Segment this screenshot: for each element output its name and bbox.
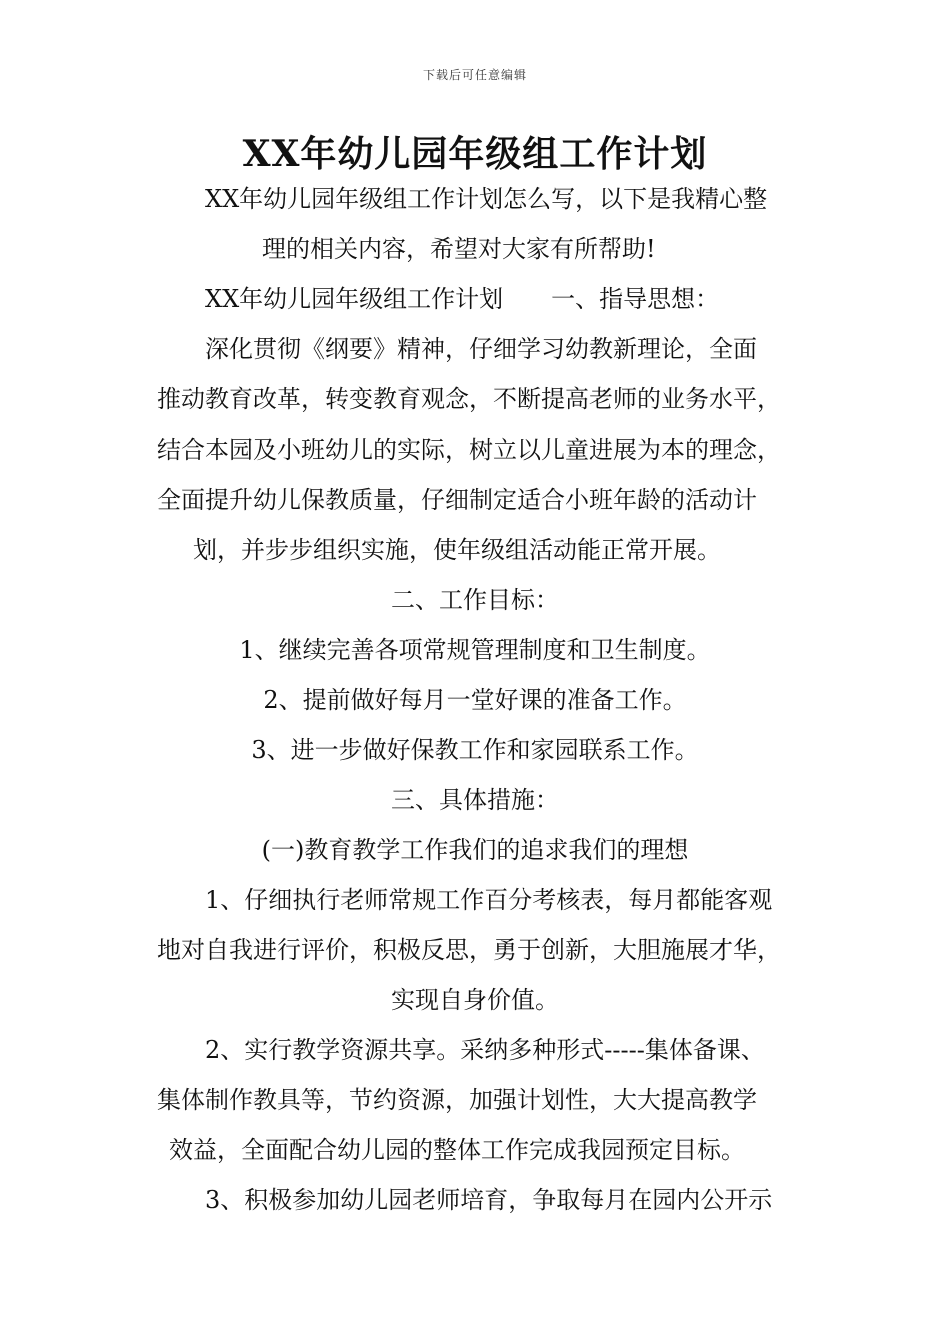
paragraph-line: 推动教育改革，转变教育观念，不断提高老师的业务水平， (157, 385, 781, 413)
paragraph-line: 1、仔细执行老师常规工作百分考核表，每月都能客观 (205, 886, 773, 914)
subsection-heading: (一)教育教学工作我们的追求我们的理想 (261, 836, 689, 864)
paragraph-line: XX年幼儿园年级组工作计划 一、指导思想： (205, 285, 720, 313)
paragraph-line: 结合本园及小班幼儿的实际，树立以儿童进展为本的理念， (157, 436, 781, 464)
list-item: 2、提前做好每月一堂好课的准备工作。 (263, 686, 687, 714)
paragraph-line: 深化贯彻《纲要》精神，仔细学习幼教新理论，全面 (205, 335, 757, 363)
list-item: 1、继续完善各项常规管理制度和卫生制度。 (239, 636, 711, 664)
paragraph-line: 3、积极参加幼儿园老师培育，争取每月在园内公开示 (205, 1186, 773, 1214)
paragraph-line: 实现自身价值。 (391, 986, 559, 1014)
paragraph-line: 划，并步步组织实施，使年级组活动能正常开展。 (193, 536, 721, 564)
paragraph-line: 理的相关内容，希望对大家有所帮助! (262, 235, 656, 263)
paragraph-line: 效益，全面配合幼儿园的整体工作完成我园预定目标。 (169, 1136, 745, 1164)
paragraph-line: 全面提升幼儿保教质量，仔细制定适合小班年龄的活动计 (157, 486, 757, 514)
paragraph-line: 2、实行教学资源共享。采纳多种形式-----集体备课、 (205, 1036, 765, 1064)
paragraph-line: XX年幼儿园年级组工作计划怎么写，以下是我精心整 (205, 185, 768, 213)
list-item: 3、进一步做好保教工作和家园联系工作。 (251, 736, 699, 764)
section-heading: 二、工作目标： (391, 586, 559, 614)
page-header-note: 下载后可任意编辑 (422, 68, 527, 82)
document-title: XX年幼儿园年级组工作计划 (242, 133, 708, 175)
paragraph-line: 集体制作教具等，节约资源，加强计划性，大大提高教学 (157, 1086, 757, 1114)
section-heading: 三、具体措施： (391, 786, 559, 814)
paragraph-line: 地对自我进行评价，积极反思，勇于创新，大胆施展才华， (157, 936, 781, 964)
